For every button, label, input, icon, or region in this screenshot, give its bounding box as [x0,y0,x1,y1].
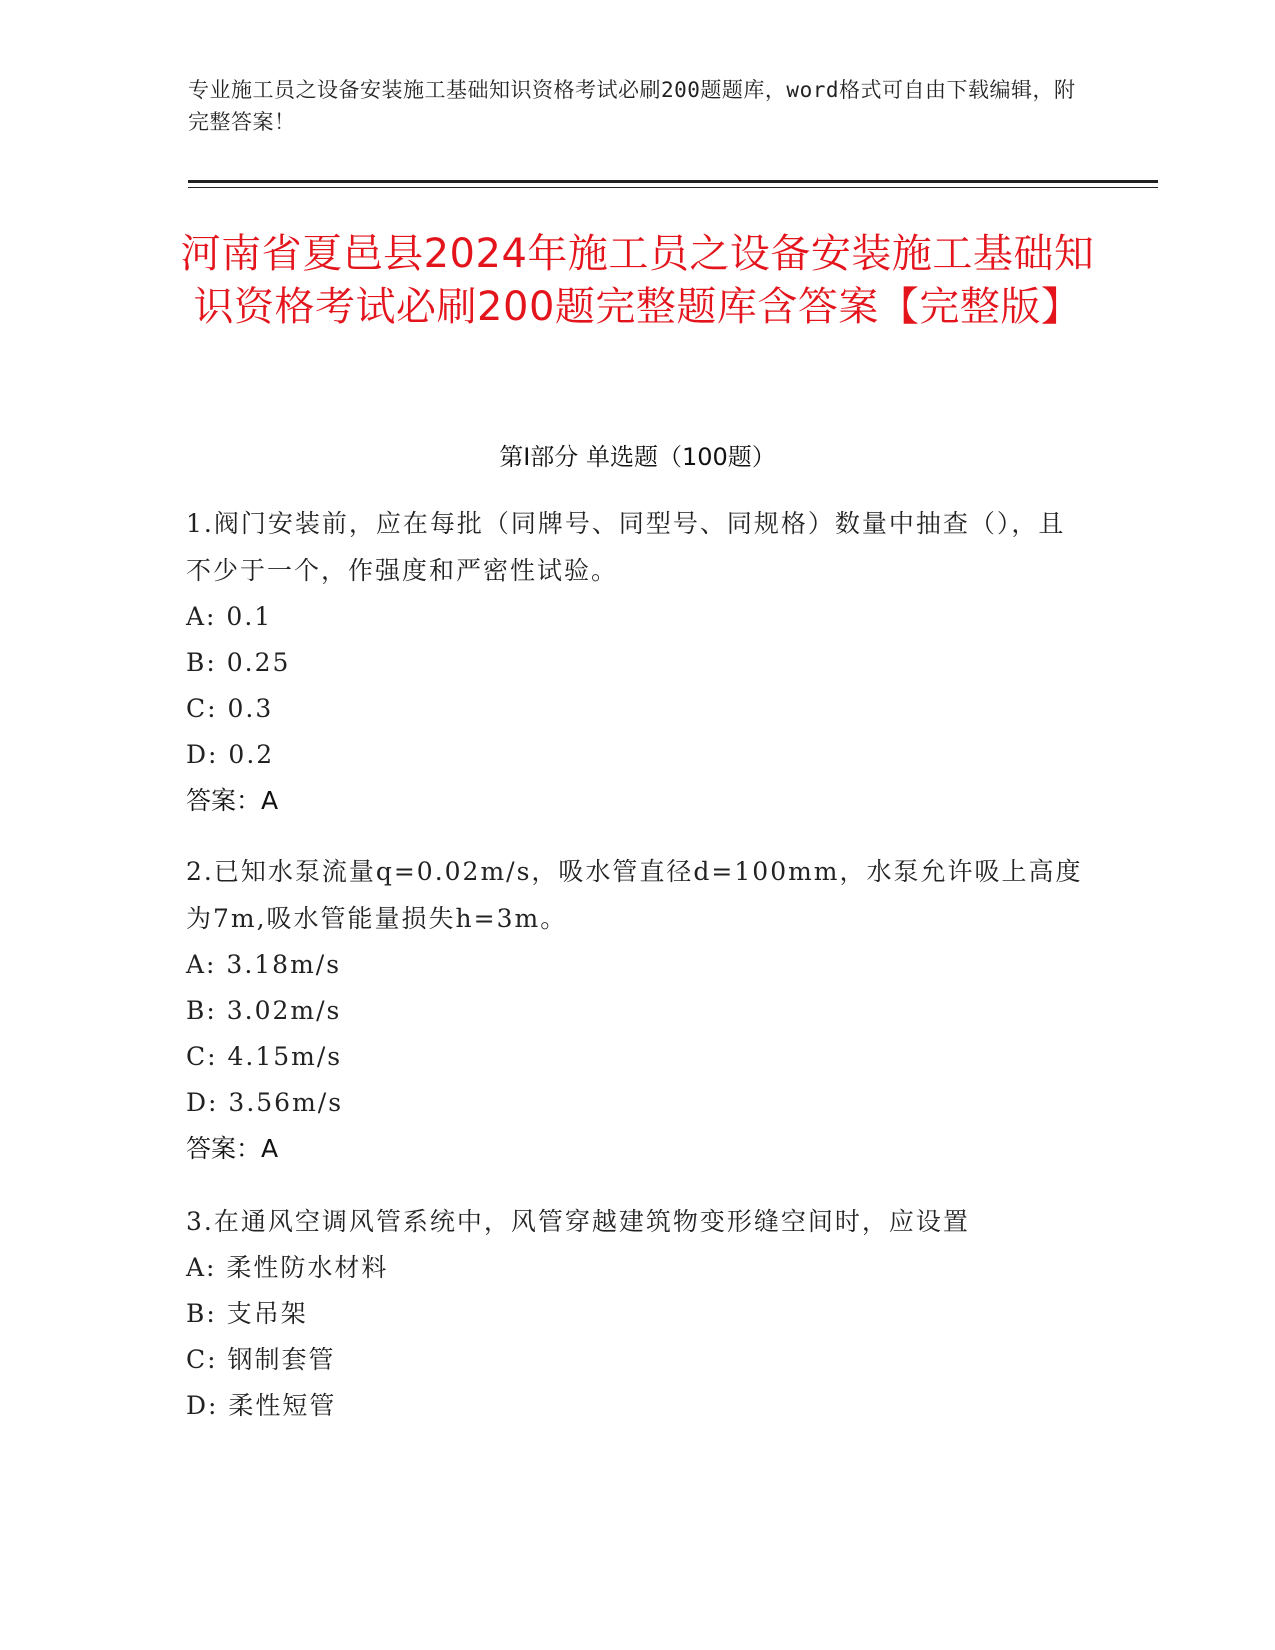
option-b: B: 支吊架 [186,1299,308,1328]
option-c: C: 0.3 [186,694,274,723]
header-divider-thick [188,180,1158,183]
answer-label: 答案：A [186,786,279,815]
question-1 [186,500,1086,824]
question-stem: 2.已知水泵流量q=0.02m/s，吸水管直径d=100mm，水泵允许吸上高度为7m,吸水管能量损失h=3m。 [186,857,1083,933]
answer-label: 答案：A [186,1134,279,1163]
question-3 [186,1198,1086,1429]
document-title: 河南省夏邑县2024年施工员之设备安装施工基础知识资格考试必刷200题完整题库含答案【完整版】 [180,231,1095,330]
option-a: A: 3.18m/s [186,950,342,979]
header-note: 专业施工员之设备安装施工基础知识资格考试必刷200题题库，word格式可自由下载编辑，附完整答案！ [188,78,1076,134]
question-2 [186,848,1086,1172]
section-heading: 第Ⅰ部分 单选题（100题） [499,443,776,471]
option-d: D: 柔性短管 [186,1391,337,1420]
option-a: A: 0.1 [186,602,273,631]
option-c: C: 4.15m/s [186,1042,343,1071]
option-c: C: 钢制套管 [186,1345,336,1374]
option-d: D: 0.2 [186,740,275,769]
option-b: B: 0.25 [186,648,291,677]
question-stem: 3.在通风空调风管系统中，风管穿越建筑物变形缝空间时，应设置 [186,1207,970,1236]
option-b: B: 3.02m/s [186,996,342,1025]
option-d: D: 3.56m/s [186,1088,344,1117]
option-a: A: 柔性防水材料 [186,1253,389,1282]
header-divider-thin [188,187,1158,188]
question-stem: 1.阀门安装前，应在每批（同牌号、同型号、同规格）数量中抽查（），且不少于一个，作强度和严密性试验。 [186,509,1066,585]
